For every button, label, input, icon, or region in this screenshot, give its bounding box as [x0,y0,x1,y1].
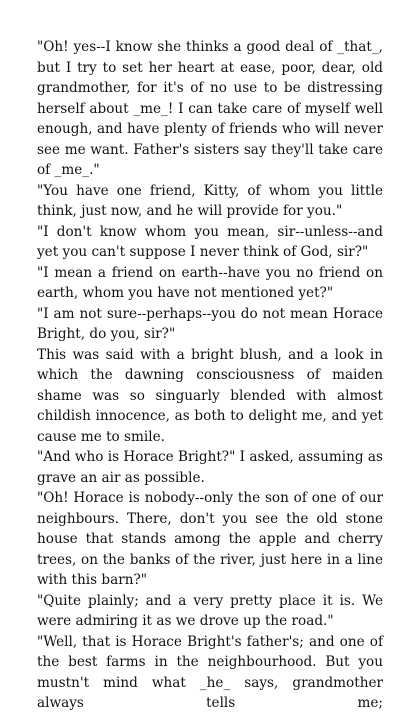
paragraph: "Oh! Horace is nobody--only the son of one of our neighbours. There, don't you see the old stone house that stands among the apple and cherry trees, on the banks of the river, just here in a line with this barn?" [37,490,383,588]
paragraph: "Well, that is Horace Bright's father's; and one of the best farms in the neighbourhood. But you mustn't mind what _he_ says, grandmother always tells me; [37,633,383,711]
paragraph: "I am not sure--perhaps--you do not mean Horace Bright, do you, sir?" [37,305,383,342]
paragraph: "Oh! yes--I know she thinks a good deal of _that_, but I try to set her heart at ease, poor, dear, old grandmother, for it's of no use to be distressing herself about _me_! I can take care of myself well enough, and have plenty of friends who will never see me want. Father's sisters say they'll take care of _me_." [37,39,383,178]
paragraph: "And who is Horace Bright?" I asked, assuming as grave an air as possible. [37,449,383,486]
paragraph: This was said with a bright blush, and a look in which the dawning consciousness of maiden shame was so singuarly blended with almost childish innocence, as both to delight me, and yet cause me to smile. [37,346,383,445]
paragraph: "I mean a friend on earth--have you no friend on earth, whom you have not mentioned yet?" [37,264,383,301]
paragraph: "Quite plainly; and a very pretty place it is. We were admiring it as we drove up the road." [37,592,383,629]
book-page [37,37,383,714]
paragraph: "You have one friend, Kitty, of whom you little think, just now, and he will provide for you." [37,182,383,219]
paragraph: "I don't know whom you mean, sir--unless--and yet you can't suppose I never think of God, sir?" [37,223,383,260]
